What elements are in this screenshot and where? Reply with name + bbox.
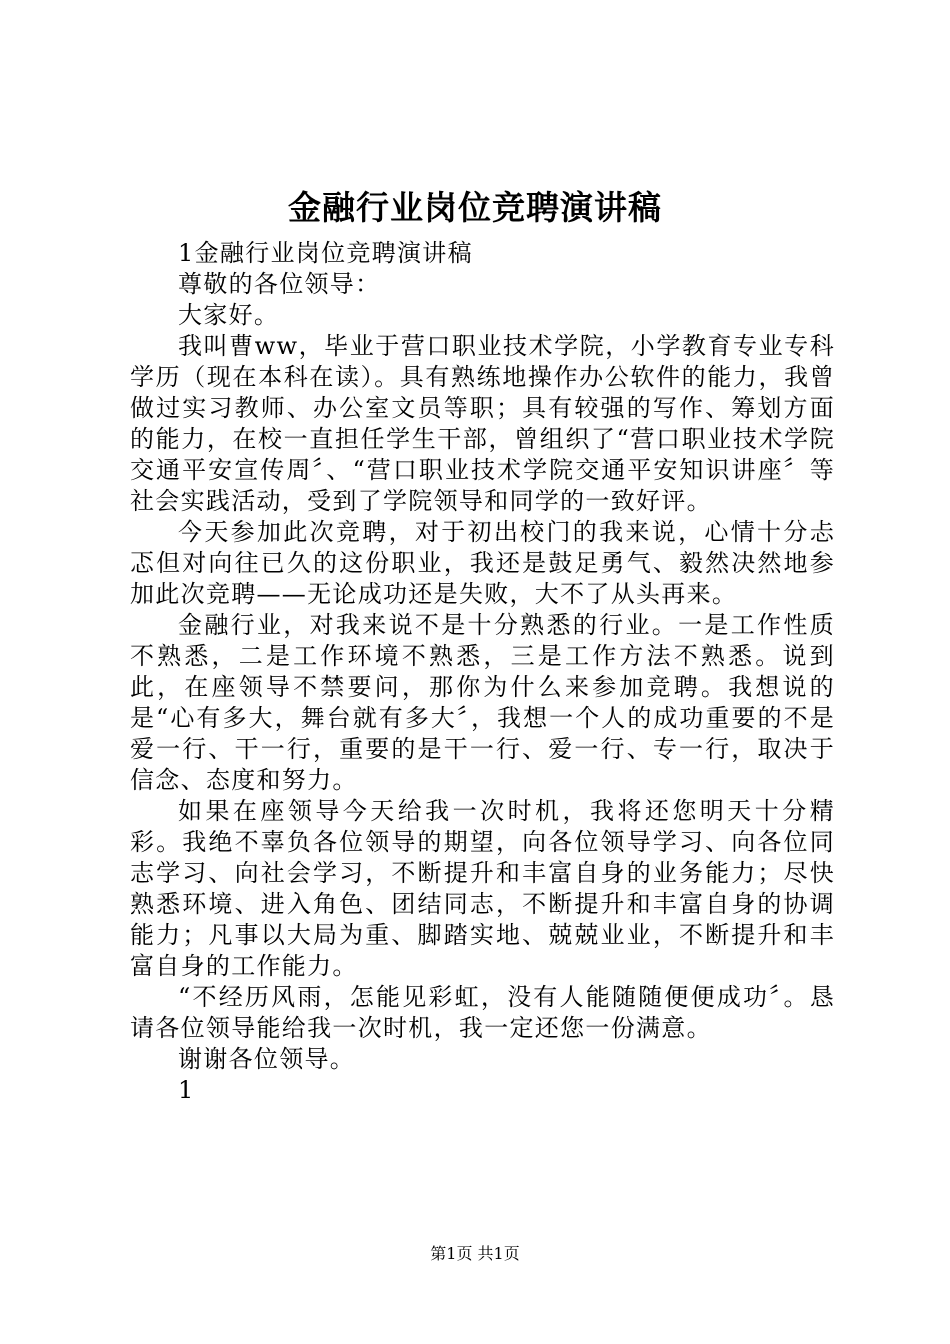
paragraph-commitment: 如果在座领导今天给我一次时机，我将还您明天十分精彩。我绝不辜负各位领导的期望，向各位领导学习、向各位同志学习、向社会学习，不断提升和丰富自身的业务能力；尽快熟悉环境、进入角色、团结同志，不断提升和丰富自身的协调能力；凡事以大局为重、脚踏实地、兢兢业业，不断提升和丰富自身的工作能力。 — [130, 797, 835, 980]
page-footer: 第1页 共1页 — [430, 1244, 520, 1263]
paragraph-thanks: 谢谢各位领导。 — [178, 1045, 356, 1073]
paragraph-greeting: 大家好。 — [178, 301, 280, 329]
paragraph-heading: 1金融行业岗位竞聘演讲稿 — [178, 239, 473, 267]
paragraph-introduction: 我叫曹ww，毕业于营口职业技术学院，小学教育专业专科学历（现在本科在读）。具有熟练地操作办公软件的能力，我曾做过实习教师、办公室文员等职；具有较强的写作、筹划方面的能力，在校一直担任学生干部，曾组织了“营口职业技术学院交通平安宣传周〞、“营口职业技术学院交通平安知识讲座〞等社会实践活动，受到了学院领导和同学的一致好评。 — [130, 332, 835, 515]
document-body — [130, 238, 835, 1106]
paragraph-page-marker: 1 — [178, 1076, 195, 1104]
paragraph-motivation: 今天参加此次竞聘，对于初出校门的我来说，心情十分忐忑但对向往已久的这份职业，我还是鼓足勇气、毅然决然地参加此次竞聘——无论成功还是失败，大不了从头再来。 — [130, 518, 835, 608]
paragraph-industry: 金融行业，对我来说不是十分熟悉的行业。一是工作性质不熟悉，二是工作环境不熟悉，三是工作方法不熟悉。说到此，在座领导不禁要问，那你为什么来参加竞聘。我想说的是“心有多大，舞台就有多大〞，我想一个人的成功重要的不是爱一行、干一行，重要的是干一行、爱一行、专一行，取决于信念、态度和努力。 — [130, 611, 835, 794]
paragraph-closing-quote: “不经历风雨，怎能见彩虹，没有人能随随便便成功〞。恳请各位领导能给我一次时机，我一定还您一份满意。 — [130, 983, 835, 1042]
document-title: 金融行业岗位竞聘演讲稿 — [288, 188, 662, 227]
paragraph-salutation: 尊敬的各位领导： — [178, 270, 381, 298]
